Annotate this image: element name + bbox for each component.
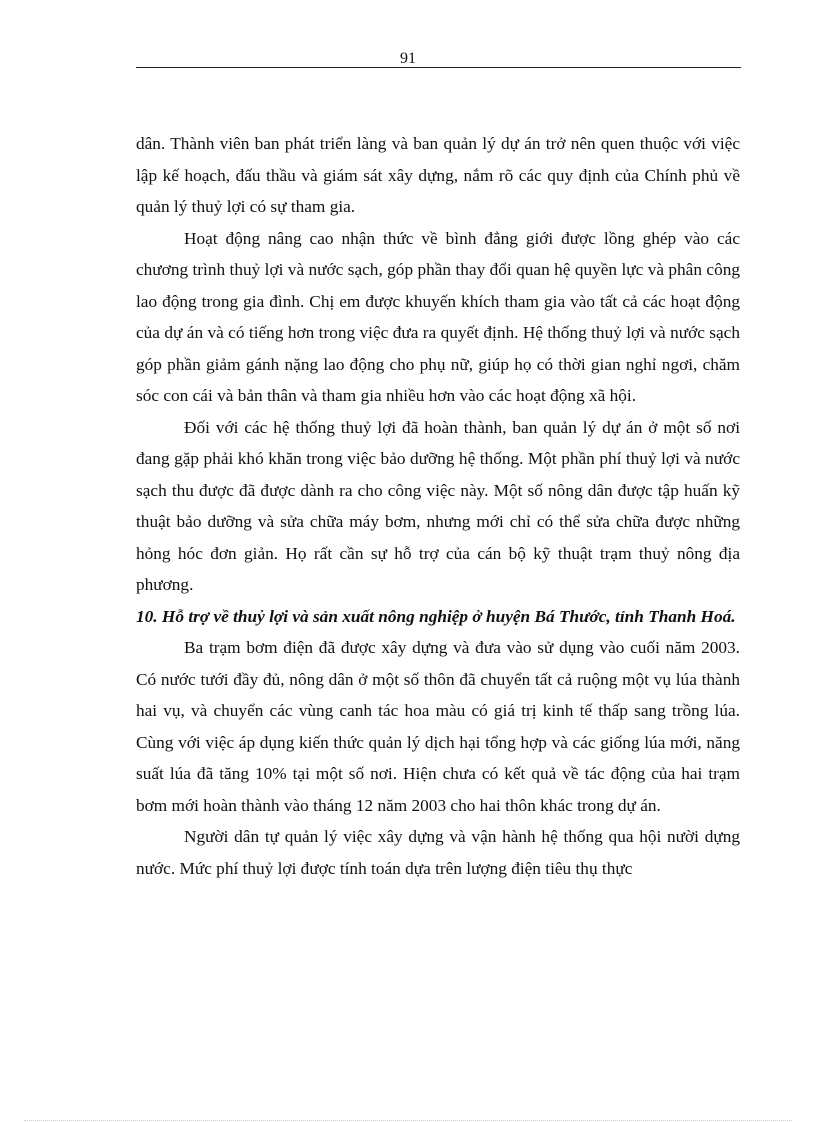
paragraph-self-management: Người dân tự quản lý việc xây dựng và vận hành hệ thống qua hội nười dựng nước. Mức phí thuỷ lợi được tính toán dựa trên lượng điện tiêu thụ thực	[136, 827, 740, 878]
paragraph-pump-stations: Ba trạm bơm điện đã được xây dựng và đưa vào sử dụng vào cuối năm 2003. Có nước tưới đầy đủ, nông dân ở một số thôn đã chuyển tất cả ruộng một vụ lúa thành hai vụ, và chuyển các vùng canh tác hoa màu có giá trị kinh tế thấp sang trồng lúa. Cùng với việc áp dụng kiến thức quản lý dịch hại tổng hợp và các giống lúa mới, năng suất lúa đã tăng 10% tại một số nơi. Hiện chưa có kết quả về tác động của hai trạm bơm mới hoàn thành vào tháng 12 năm 2003 cho hai thôn khác trong dự án.	[136, 638, 740, 815]
page-number: 91	[400, 50, 416, 67]
bottom-border	[24, 1120, 792, 1121]
paragraph-maintenance: Đối với các hệ thống thuỷ lợi đã hoàn thành, ban quản lý dự án ở một số nơi đang gặp phải khó khăn trong việc bảo dưỡng hệ thống. Một phần phí thuỷ lợi và nước sạch thu được đã được dành ra cho công việc này. Một số nông dân được tập huấn kỹ thuật bảo dưỡng và sửa chữa máy bơm, nhưng mới chỉ có thể sửa chữa được những hỏng hóc đơn giản. Họ rất cần sự hỗ trợ của cán bộ kỹ thuật trạm thuỷ nông địa phương.	[136, 417, 740, 594]
section-heading: 10. Hỗ trợ về thuỷ lợi và sản xuất nông nghiệp ở huyện Bá Thước, tỉnh Thanh Hoá.	[136, 606, 736, 626]
paragraph-continuation: dân. Thành viên ban phát triển làng và ban quản lý dự án trở nên quen thuộc với việc lập kế hoạch, đấu thầu và giám sát xây dựng, nắm rõ các quy định của Chính phủ về quản lý thuỷ lợi có sự tham gia.	[136, 134, 740, 216]
header-rule	[136, 67, 741, 68]
paragraph-gender-equality: Hoạt động nâng cao nhận thức về bình đẳng giới được lồng ghép vào các chương trình thuỷ lợi và nước sạch, góp phần thay đổi quan hệ quyền lực và phân công lao động trong gia đình. Chị em được khuyến khích tham gia vào tất cả các hoạt động của dự án và có tiếng hơn trong việc đưa ra quyết định. Hệ thống thuỷ lợi và nước sạch góp phần giảm gánh nặng lao động cho phụ nữ, giúp họ có thời gian nghỉ ngơi, chăm sóc con cái và bản thân và tham gia nhiều hơn vào các hoạt động xã hội.	[136, 228, 740, 405]
document-body	[136, 128, 740, 884]
